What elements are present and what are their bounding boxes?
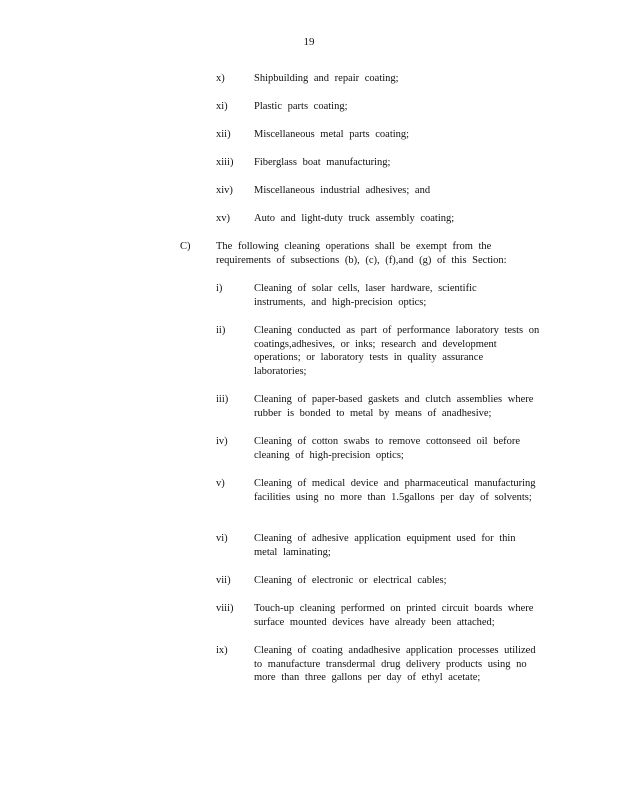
list-item-text: Cleaning of medical device and pharmaceutical manufacturing facilities using no more than 1.5gallons per day of solvents;	[254, 478, 536, 503]
section-label: C)	[180, 241, 191, 252]
list-item-text: Cleaning of coating andadhesive application processes utilized to manufacture transdermal drug delivery products using no more than three gallons per day of ethyl acetate;	[254, 645, 536, 683]
list-item-number: xii)	[216, 129, 231, 140]
list-item-number: xi)	[216, 101, 228, 112]
list-item-number: xiv)	[216, 185, 233, 196]
list-item-text: Auto and light-duty truck assembly coating;	[254, 213, 455, 224]
list-item-number: iii)	[216, 394, 229, 405]
list-item-number: v)	[216, 478, 225, 489]
list-item-number: xv)	[216, 213, 230, 224]
list-item-number: vii)	[216, 575, 231, 586]
list-item-number: x)	[216, 73, 225, 84]
list-item-text: Cleaning of cotton swabs to remove cottonseed oil before cleaning of high-precision optics;	[254, 436, 521, 461]
page-number: 19	[303, 36, 315, 48]
section-text: The following cleaning operations shall be exempt from the requirements of subsections (b), (c), (f),and (g) of this Section:	[216, 241, 507, 266]
list-item-text: Plastic parts coating;	[254, 101, 348, 112]
list-item-number: ix)	[216, 645, 228, 656]
list-item-text: Cleaning conducted as part of performance laboratory tests on coatings,adhesives, or inks; research and development operations; or laboratory tests in quality assurance laboratories;	[254, 325, 540, 377]
list-item-text: Shipbuilding and repair coating;	[254, 73, 399, 84]
list-item-text: Fiberglass boat manufacturing;	[254, 157, 391, 168]
list-item-text: Cleaning of paper-based gaskets and clutch assemblies where rubber is bonded to metal by means of anadhesive;	[254, 394, 534, 419]
list-item-text: Miscellaneous industrial adhesives; and	[254, 185, 431, 196]
list-item-text: Cleaning of adhesive application equipment used for thin metal laminating;	[254, 533, 516, 558]
list-item-number: i)	[216, 283, 223, 294]
list-item-text: Cleaning of electronic or electrical cables;	[254, 575, 447, 586]
list-item-number: vi)	[216, 533, 228, 544]
list-item-text: Cleaning of solar cells, laser hardware, scientific instruments, and high-precision optics;	[254, 283, 477, 308]
list-item-number: viii)	[216, 603, 234, 614]
list-item-number: xiii)	[216, 157, 234, 168]
list-item-number: ii)	[216, 325, 226, 336]
list-item-number: iv)	[216, 436, 228, 447]
list-item-text: Touch-up cleaning performed on printed circuit boards where surface mounted devices have already been attached;	[254, 603, 534, 628]
list-item-text: Miscellaneous metal parts coating;	[254, 129, 410, 140]
